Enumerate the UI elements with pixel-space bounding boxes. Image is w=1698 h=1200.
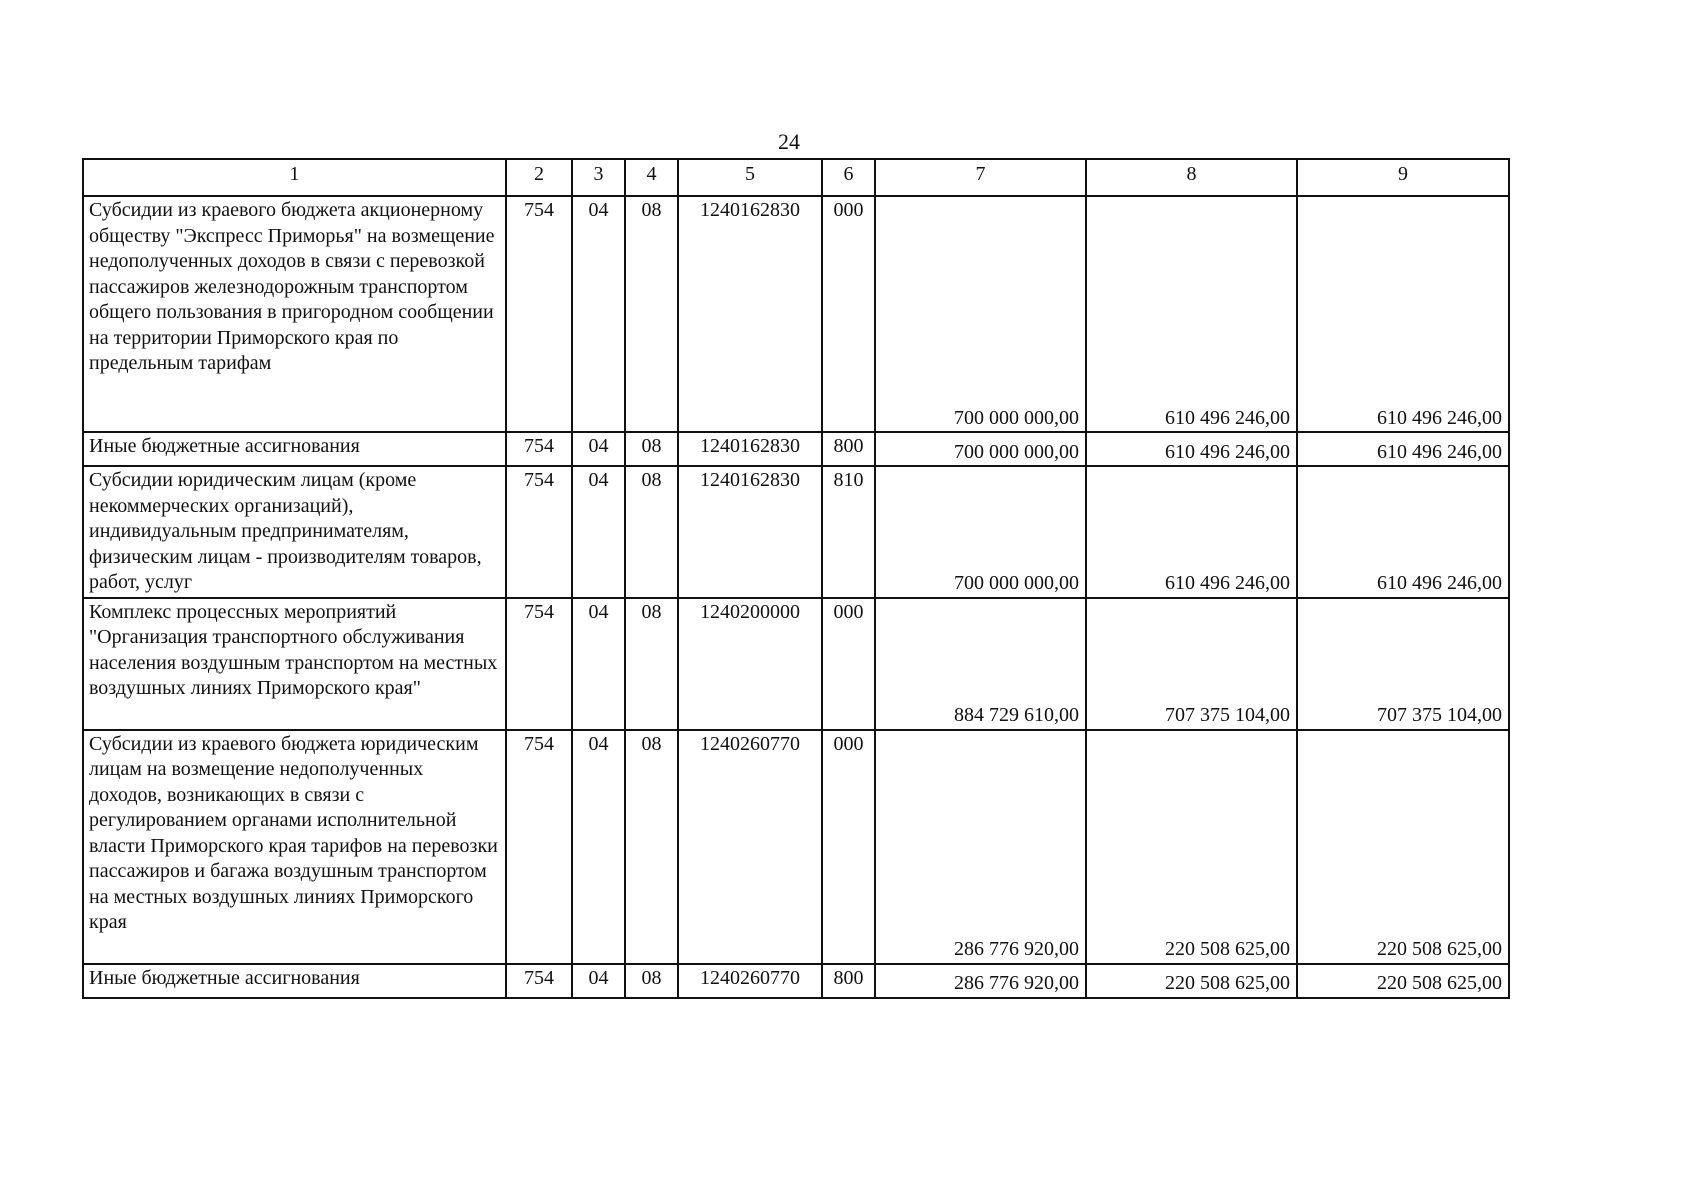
table-row [83,964,1509,998]
row-description: Комплекс процессных мероприятий "Организация транспортного обслуживания населения воздушным транспортом на местных воздушных линиях Приморского края" [83,598,506,730]
cell-amount-col7: 884 729 610,00 [875,598,1086,730]
cell-amount-col7: 286 776 920,00 [875,730,1086,964]
cell-col5: 1240162830 [678,432,822,466]
cell-col6: 000 [822,598,875,730]
column-header: 7 [875,159,1086,196]
budget-table [82,158,1510,999]
cell-col6: 800 [822,964,875,998]
column-header: 9 [1297,159,1509,196]
cell-amount-col9: 610 496 246,00 [1297,466,1509,598]
cell-col3: 04 [572,964,625,998]
cell-amount-col9: 220 508 625,00 [1297,730,1509,964]
cell-col6: 000 [822,730,875,964]
cell-col2: 754 [506,964,572,998]
cell-col4: 08 [625,598,678,730]
cell-col4: 08 [625,196,678,432]
cell-amount-col9: 610 496 246,00 [1297,432,1509,466]
cell-col3: 04 [572,598,625,730]
column-header: 8 [1086,159,1297,196]
cell-amount-col7: 700 000 000,00 [875,432,1086,466]
table-row [83,730,1509,964]
cell-amount-col8: 707 375 104,00 [1086,598,1297,730]
row-description: Иные бюджетные ассигнования [83,432,506,466]
cell-col2: 754 [506,730,572,964]
column-header: 5 [678,159,822,196]
cell-col2: 754 [506,466,572,598]
cell-amount-col8: 610 496 246,00 [1086,432,1297,466]
page-number: 24 [778,129,800,154]
cell-col3: 04 [572,432,625,466]
column-header: 2 [506,159,572,196]
cell-amount-col8: 220 508 625,00 [1086,730,1297,964]
column-header: 6 [822,159,875,196]
cell-col6: 800 [822,432,875,466]
cell-amount-col7: 700 000 000,00 [875,196,1086,432]
cell-col5: 1240200000 [678,598,822,730]
cell-col4: 08 [625,466,678,598]
row-description: Субсидии из краевого бюджета юридическим лицам на возмещение недополученных доходов, возникающих в связи с регулированием органами исполнительной власти Приморского края тарифов на перевозки пассажиров и багажа воздушным транспортом на местных воздушных линиях Приморского края [83,730,506,964]
row-description: Субсидии из краевого бюджета акционерному обществу "Экспресс Приморья" на возмещение недополученных доходов в связи с перевозкой пассажиров железнодорожным транспортом общего пользования в пригородном сообщении на территории Приморского края по предельным тарифам [83,196,506,432]
cell-col3: 04 [572,730,625,964]
row-description: Субсидии юридическим лицам (кроме некоммерческих организаций), индивидуальным предпринимателям, физическим лицам - производителям товаров, работ, услуг [83,466,506,598]
cell-col5: 1240162830 [678,196,822,432]
cell-col2: 754 [506,432,572,466]
cell-amount-col9: 610 496 246,00 [1297,196,1509,432]
cell-amount-col8: 610 496 246,00 [1086,196,1297,432]
cell-amount-col9: 220 508 625,00 [1297,964,1509,998]
table-row [83,432,1509,466]
cell-col5: 1240260770 [678,730,822,964]
cell-col2: 754 [506,196,572,432]
table-row [83,598,1509,730]
cell-amount-col9: 707 375 104,00 [1297,598,1509,730]
cell-col4: 08 [625,730,678,964]
cell-col5: 1240260770 [678,964,822,998]
column-header: 1 [83,159,506,196]
cell-col4: 08 [625,432,678,466]
row-description: Иные бюджетные ассигнования [83,964,506,998]
cell-col4: 08 [625,964,678,998]
cell-col3: 04 [572,466,625,598]
cell-col5: 1240162830 [678,466,822,598]
table-row [83,196,1509,432]
table-row [83,466,1509,598]
cell-col6: 000 [822,196,875,432]
cell-amount-col8: 610 496 246,00 [1086,466,1297,598]
table-header-row [83,159,1509,196]
cell-amount-col7: 286 776 920,00 [875,964,1086,998]
cell-col3: 04 [572,196,625,432]
cell-amount-col7: 700 000 000,00 [875,466,1086,598]
column-header: 3 [572,159,625,196]
column-header: 4 [625,159,678,196]
cell-amount-col8: 220 508 625,00 [1086,964,1297,998]
cell-col2: 754 [506,598,572,730]
cell-col6: 810 [822,466,875,598]
